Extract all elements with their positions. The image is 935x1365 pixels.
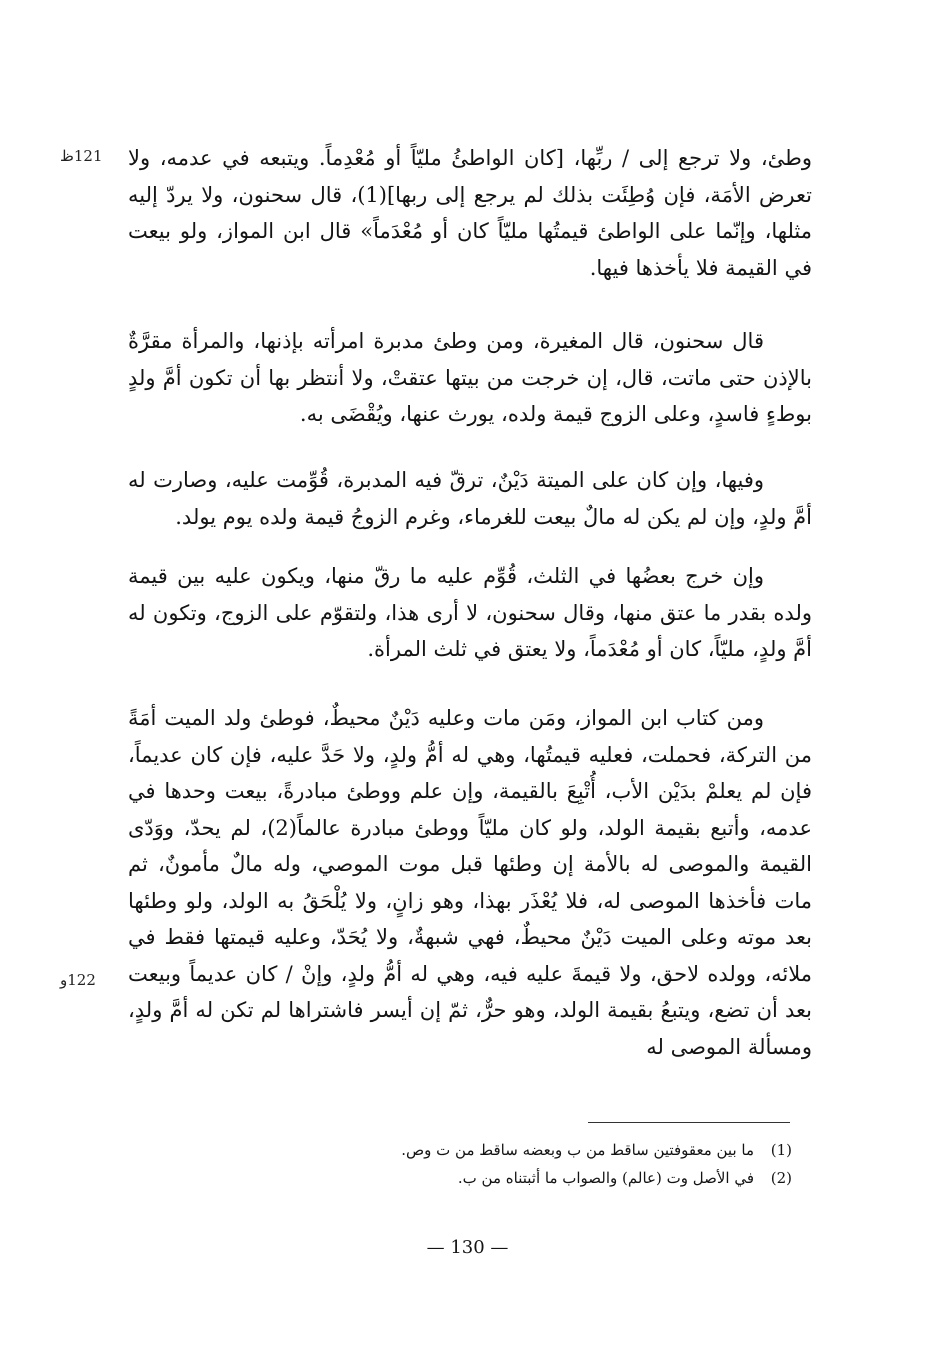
page-number: — 130 — xyxy=(426,1237,509,1258)
footnote-number: (2) xyxy=(770,1169,792,1187)
footnotes xyxy=(300,1136,792,1192)
footnote-item xyxy=(300,1164,792,1192)
footnote-divider xyxy=(588,1122,790,1123)
footnote-text: في الأصل وت (عالم) والصواب ما أثبتناه من ب. xyxy=(457,1169,754,1187)
paragraph-text: وفيها، وإن كان على الميتة دَيْنٌ، ترقّ فيه المدبرة، قُوِّمت عليه، وصارت له أمَّ ولدٍ، وإن لم يكن له مالٌ بيعت للغرماء، وغرم الزوجُ قيمة ولده يوم يولد. xyxy=(128,468,812,529)
body-paragraph xyxy=(128,558,812,668)
body-paragraph xyxy=(128,462,812,535)
footnote-number: (1) xyxy=(770,1141,792,1159)
paragraph-text: وإن خرج بعضُها في الثلث، قُوِّم عليه ما رقّ منها، ويكون عليه بين قيمة ولده بقدر ما عتق منها، وقال سحنون، لا أرى هذا، ولتقوّم على الزوج، وتكون له أمَّ ولدٍ، مليّاً، كان أو مُعْدَماً، ولا يعتق في ثلث المرأة. xyxy=(128,564,812,661)
body-paragraph xyxy=(128,700,812,1065)
body-paragraph xyxy=(128,323,812,433)
body-paragraph xyxy=(128,140,812,286)
paragraph-text: قال سحنون، قال المغيرة، ومن وطئ مدبرة امرأته بإذنها، والمرأة مقرَّةٌ بالإذن حتى ماتت، قال، إن خرجت من بيتها عتقتْ، ولا أنتظر بها أن تكون أمَّ ولدٍ بوطءٍ فاسدٍ، وعلى الزوج قيمة ولده، يورث عنها، ويُقْضَى به. xyxy=(128,329,812,426)
paragraph-text: وطئ، ولا ترجع إلى / ربِّها، [كان الواطئُ مليّاً أو مُعْدِماً. ويتبعه في عدمه، ولا تعرض الأمَة، فإن وُطِئَت بذلك لم يرجع إلى ربها](1)، قال سحنون، ولا يردّ إليه مثلها، وإنّما على الواطئ قيمتُها مليّاً كان أو مُعْدَماً» قال ابن المواز، ولو بيعت في القيمة فلا يأخذها فيها. xyxy=(128,146,812,280)
footnote-text: ما بين معقوفتين ساقط من ب وبعضه ساقط من ت وص. xyxy=(401,1141,754,1159)
margin-folio-marker: 122و xyxy=(60,971,96,989)
footnote-item xyxy=(300,1136,792,1164)
margin-folio-marker: 121ظ xyxy=(60,147,103,165)
paragraph-text: ومن كتاب ابن المواز، ومَن مات وعليه دَيْنٌ محيطٌ، فوطئ ولد الميت أمَةً من التركة، فحملت، فعليه قيمتُها، وهي له أمُّ ولدٍ، ولا حَدَّ عليه، فإن كان عديماً، فإن لم يعلمْ بدَيْن الأب، أُتْبِعَ بالقيمة، وإن علم ووطئ مبادرةً، بيعت وحدها في عدمه، وأتبع بقيمة الولد، ولو كان مليّاً ووطئ مبادرة عالماً(2)، لم يحدّ، ووَدّى القيمة والموصى له بالأمة إن وطئها قبل موت الموصي، وله مالٌ مأمونٌ، ثم مات فأخذها الموصى له، فلا يُعْذَر بهذا، وهو زانٍ، ولا يُلْحَقُ به الولد، ولو وطئها بعد موته وعلى الميت دَيْنٌ محيطٌ، فهي شبهةٌ، ولا يُحَدّ، وعليه قيمتها فقط في ملائه، وولده لاحق، ولا قيمةَ عليه فيه، وهي له أمُّ ولدٍ، وإنْ / كان عديماً وبيعت بعد أن تضع، ويتبعُ بقيمة الولد، وهو حرٌّ، ثمّ إن أيسر فاشتراها لم تكن له أمَّ ولدٍ، ومسألة الموصى له xyxy=(128,706,812,1059)
